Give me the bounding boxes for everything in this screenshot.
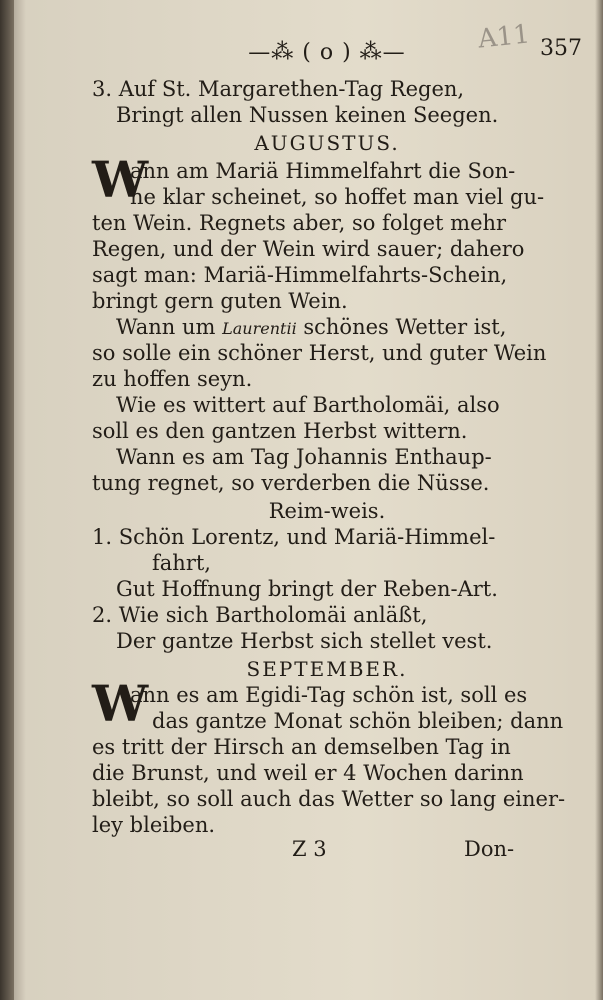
verse3-line2: Bringt allen Nussen keinen Seegen. bbox=[116, 103, 499, 127]
augustus-p3-line: Wie es wittert auf Bartholomäi, also bbox=[116, 393, 500, 417]
augustus-p4-line: Wann es am Tag Johannis Enthaup- bbox=[116, 445, 492, 469]
september-line: bleibt, so soll auch das Wetter so lang einer- bbox=[92, 787, 566, 811]
augustus-p1-line: sagt man: Mariä-Himmelfahrts-Schein, bbox=[92, 263, 508, 287]
september-line: das gantze Monat schön bleiben; dann bbox=[152, 709, 564, 733]
september-line: ann es am Egidi-Tag schön ist, soll es bbox=[130, 683, 528, 707]
catchword: Don- bbox=[464, 837, 515, 861]
heading-augustus: AUGUSTUS. bbox=[254, 131, 400, 155]
augustus-p1-line: bringt gern guten Wein. bbox=[92, 289, 348, 313]
dropcap-september: W bbox=[92, 674, 149, 733]
reim-item1-line: Gut Hoffnung bringt der Reben-Art. bbox=[116, 577, 498, 601]
augustus-p2-line1 bbox=[116, 314, 506, 342]
augustus-p2-line: so solle ein schöner Herst, und guter Wein bbox=[92, 341, 547, 365]
dropcap-augustus: W bbox=[92, 150, 149, 209]
heading-reim-weis: Reim-weis. bbox=[268, 499, 386, 523]
p2-text-after: schönes Wetter ist, bbox=[296, 315, 507, 339]
p2-italic-name: Laurentii bbox=[222, 319, 297, 338]
augustus-p1-line: Regen, und der Wein wird sauer; dahero bbox=[92, 237, 525, 261]
page-number: 357 bbox=[540, 36, 582, 61]
september-line: die Brunst, und weil er 4 Wochen darinn bbox=[92, 761, 524, 785]
augustus-p1-line: ne klar scheinet, so hoffet man viel gu- bbox=[130, 185, 545, 209]
september-line: es tritt der Hirsch an demselben Tag in bbox=[92, 735, 511, 759]
september-line: ley bleiben. bbox=[92, 813, 216, 837]
augustus-p1-line: ann am Mariä Himmelfahrt die Son- bbox=[130, 159, 516, 183]
header-ornament: —⁂ ( o ) ⁂— bbox=[248, 40, 406, 65]
reim-item2-line: Der gantze Herbst sich stellet vest. bbox=[116, 629, 493, 653]
augustus-p4-line: tung regnet, so verderben die Nüsse. bbox=[92, 471, 490, 495]
reim-item1-line: 1. Schön Lorentz, und Mariä-Himmel- bbox=[92, 525, 496, 549]
heading-september: SEPTEMBER. bbox=[246, 657, 408, 681]
augustus-p3-line: soll es den gantzen Herbst wittern. bbox=[92, 419, 468, 443]
p2-text-before: Wann um bbox=[116, 315, 223, 339]
verse3-line1: 3. Auf St. Margarethen-Tag Regen, bbox=[92, 77, 465, 101]
reim-item2-line: 2. Wie sich Bartholomäi anläßt, bbox=[92, 603, 428, 627]
reim-item1-line: fahrt, bbox=[152, 551, 211, 575]
handwritten-mark: A11 bbox=[476, 19, 532, 55]
augustus-p2-line: zu hoffen seyn. bbox=[92, 367, 253, 391]
signature-mark: Z 3 bbox=[292, 837, 327, 861]
augustus-p1-line: ten Wein. Regnets aber, so folget mehr bbox=[92, 211, 507, 235]
